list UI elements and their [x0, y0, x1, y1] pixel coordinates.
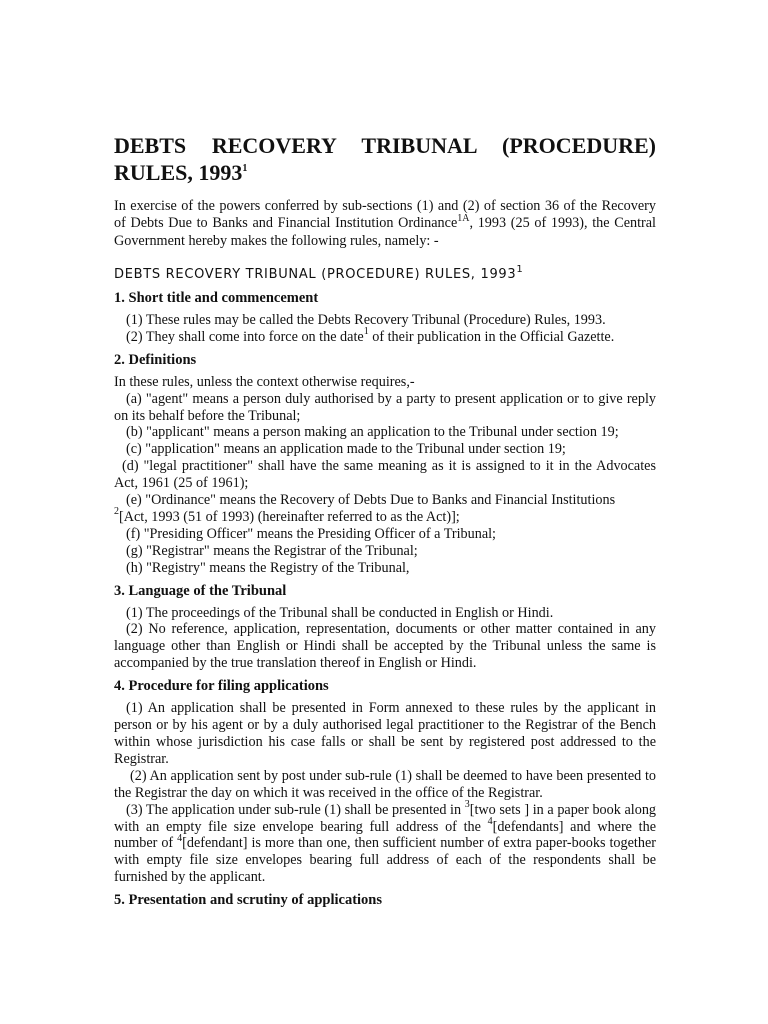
rule-4-2: (2) An application sent by post under sub-rule (1) shall be deemed to have been presented to the Registrar the day on which it was received in the office of the Registrar.: [114, 767, 656, 801]
section-3-heading: 3. Language of the Tribunal: [114, 582, 287, 599]
definition-e-text-2: [Act, 1993 (51 of 1993) (hereinafter referred to as the Act)];: [119, 508, 460, 525]
rule-1-2-text-b: of their publication in the Official Gazette.: [368, 328, 615, 345]
rule-1-1: (1) These rules may be called the Debts Recovery Tribunal (Procedure) Rules, 1993.: [126, 311, 606, 328]
footnote-ref: 1: [516, 263, 524, 275]
rule-3-2: (2) No reference, application, representation, documents or other matter contained in any language other than English or Hindi shall be accepted by the Tribunal unless the same is accompanied by the true translation thereof in English or Hindi.: [114, 621, 656, 672]
definition-b: (b) "applicant" means a person making an application to the Tribunal under section 19;: [126, 424, 619, 441]
rules-subtitle-text: DEBTS RECOVERY TRIBUNAL (PROCEDURE) RULES, 1993: [114, 266, 517, 282]
definition-c: (c) "application" means an application made to the Tribunal under section 19;: [126, 441, 566, 458]
rule-4-3-text-b: [two sets ] in a paper book along with an empty file size envelope bearing full address of the: [114, 801, 657, 835]
preamble-text-2: , 1993 (25 of 1993), the Central Government hereby makes the following rules, namely: -: [114, 215, 656, 249]
section-4-heading: 4. Procedure for filing applications: [114, 678, 329, 695]
footnote-ref: 3: [464, 798, 470, 810]
definitions-lead: In these rules, unless the context otherwise requires,-: [114, 373, 415, 390]
rule-1-2-text-a: (2) They shall come into force on the date: [126, 328, 364, 345]
footnote-ref: 4: [487, 815, 493, 827]
document-page: [114, 132, 656, 914]
footnote-ref: 1A: [457, 212, 470, 224]
preamble-text-1: In exercise of the powers conferred by sub-sections (1) and (2) of section 36 of the Recovery of Debts Due to Banks and Financial Institution Ordinance: [114, 198, 656, 232]
footnote-ref: 1: [363, 326, 369, 338]
section-1-heading: 1. Short title and commencement: [114, 289, 319, 306]
rule-4-3-text-a: (3) The application under sub-rule (1) shall be presented in: [126, 801, 465, 818]
definition-h: (h) "Registry" means the Registry of the Tribunal,: [126, 559, 410, 576]
footnote-ref: 2: [114, 506, 119, 518]
rule-4-3: [114, 798, 657, 887]
rule-3-1: (1) The proceedings of the Tribunal shall be conducted in English or Hindi.: [126, 604, 554, 621]
rule-4-1: (1) An application shall be presented in Form annexed to these rules by the applicant in person or by his agent or by a duly authorised legal practitioner to the Registrar of the Bench within whose jurisdiction his case falls or shall be sent by registered post addressed to the Registrar.: [114, 700, 656, 767]
footnote-ref: 4: [177, 832, 183, 844]
section-5-heading: 5. Presentation and scrutiny of applications: [114, 892, 383, 909]
rule-1-2: [114, 326, 656, 346]
definition-d: (d) "legal practitioner" shall have the same meaning as it is assigned to it in the Advocates Act, 1961 (25 of 1961);: [114, 458, 656, 492]
preamble-paragraph: [114, 198, 656, 250]
definition-a: (a) "agent" means a person duly authorised by a party to present application or to give reply on its behalf before the Tribunal;: [114, 390, 656, 424]
section-2-heading: 2. Definitions: [114, 351, 197, 368]
document-title-text: DEBTS RECOVERY TRIBUNAL (PROCEDURE) RULES, 1993: [114, 133, 656, 185]
definition-g: (g) "Registrar" means the Registrar of the Tribunal;: [126, 542, 418, 559]
definition-f: (f) "Presiding Officer" means the Presiding Officer of a Tribunal;: [126, 525, 497, 542]
rules-subtitle: [114, 263, 656, 284]
document-title: [114, 132, 656, 186]
footnote-ref: 1: [242, 162, 248, 174]
definition-e: [114, 492, 656, 526]
definition-e-text-1: (e) "Ordinance" means the Recovery of Debts Due to Banks and Financial Institutions: [126, 492, 616, 509]
rule-4-3-text-c: [defendants] and where the number of: [114, 818, 656, 852]
rule-4-3-text-d: [defendant] is more than one, then sufficient number of extra paper-books together with empty file size envelopes bearing full address of each of the respondents shall be furnished by the applicant.: [114, 835, 656, 886]
